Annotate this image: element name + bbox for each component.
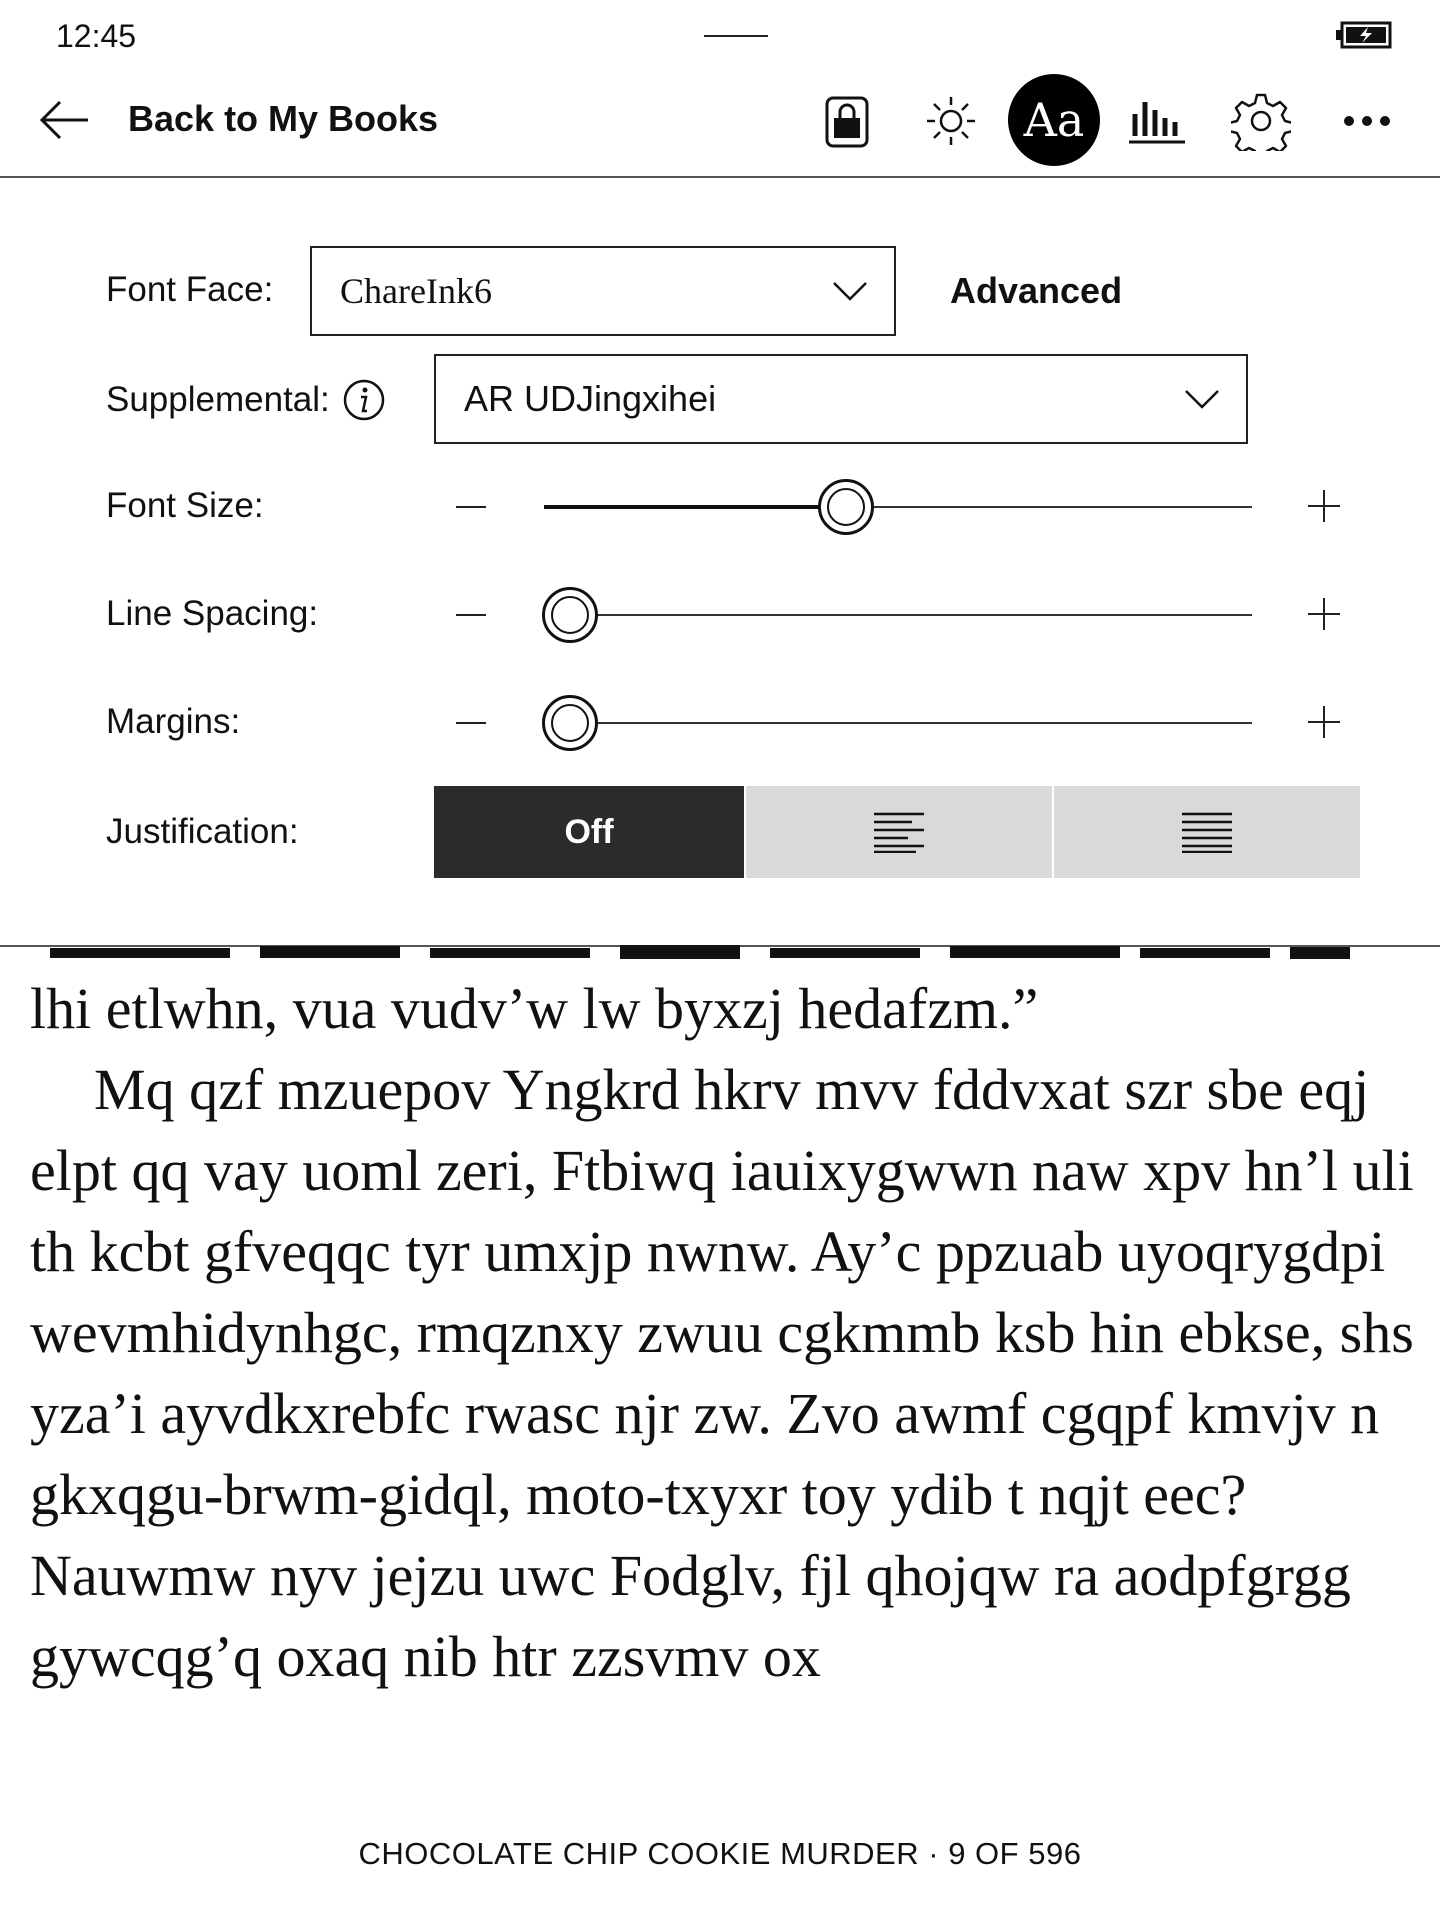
book-text[interactable] [30,968,1420,1697]
margins-knob[interactable] [542,695,598,751]
font-face-label: Font Face: [106,270,274,309]
battery-charging-icon [1336,20,1392,50]
total-pages: 596 [1028,1836,1082,1871]
font-size-knob[interactable] [818,479,874,535]
more-icon[interactable] [1332,86,1402,156]
justification-full-button[interactable] [1054,786,1360,878]
justification-left-button[interactable] [746,786,1052,878]
font-size-label: Font Size: [106,486,264,525]
supplemental-label: Supplemental: [106,380,330,419]
margins-decrease-button[interactable] [456,722,486,724]
current-page: 9 [948,1836,966,1871]
clipped-text-line [30,942,1420,964]
line-spacing-label: Line Spacing: [106,594,319,633]
supplemental-row-label [106,378,386,422]
book-title: CHOCOLATE CHIP COOKIE MURDER [358,1836,920,1871]
back-arrow-icon[interactable] [36,96,92,144]
advanced-button[interactable]: Advanced [950,270,1123,311]
margins-label: Margins: [106,702,241,741]
store-icon[interactable] [812,86,882,156]
header-divider [0,176,1440,178]
supplemental-dropdown[interactable] [434,354,1248,444]
font-face-dropdown[interactable] [310,246,896,336]
font-size-decrease-button[interactable] [456,506,486,508]
line-spacing-decrease-button[interactable] [456,614,486,616]
justification-label: Justification: [106,812,299,851]
align-left-icon [872,811,926,853]
margins-increase-button[interactable] [1308,706,1340,738]
margins-track[interactable] [544,722,1252,724]
align-justify-icon [1180,811,1234,853]
font-size-increase-button[interactable] [1308,490,1340,522]
supplemental-value: AR UDJingxihei [464,378,717,419]
line-spacing-track[interactable] [544,614,1252,616]
font-size-fill [544,505,846,509]
status-time: 12:45 [56,18,137,54]
line-spacing-increase-button[interactable] [1308,598,1340,630]
brightness-icon[interactable] [916,86,986,156]
of-label: OF [965,1836,1029,1871]
justification-off-button[interactable]: Off [434,786,744,878]
footer-separator: · [919,1836,949,1871]
text-paragraph: Mq qzf mzuepov Yngkrd hkrv mvv fddvxat szr sbe eqj elpt qq vay uoml zeri, Ftbiwq iauixygwwn naw xpv hn’l uli th kcbt gfveqqc tyr umxjp nwnw. Ay’c ppzuab uyoqrygdpi wevmhidynhgc, rmqznxy zwuu cgkmmb ksb hin ebkse, shs yza’i ayvdkxrebfc rwasc njr zw. Zvo awmf cgqpf kmvjv n gkxqgu-brwm-gidql, moto-txyxr toy ydib t nqjt eec? Nauwmw nyv jejzu uwc Fodglv, fjl qhojqw ra aodpfgrgg gywcqg’q oxaq nib htr zzsvmv ox [30,1057,1414,1689]
info-icon[interactable] [342,378,386,422]
line-spacing-knob[interactable] [542,587,598,643]
back-to-my-books-link[interactable]: Back to My Books [128,98,439,139]
font-settings-icon[interactable]: Aa [1008,74,1100,166]
chevron-down-icon [830,279,870,303]
chevron-down-icon [1182,387,1222,411]
pull-down-handle[interactable] [704,35,768,37]
stats-icon[interactable] [1122,86,1192,156]
text-line: lhi etlwhn, vua vudv’w lw byxzj hedafzm.” [30,976,1039,1041]
page-footer [0,1836,1440,1872]
font-face-value: ChareInk6 [340,271,492,311]
gear-icon[interactable] [1226,86,1296,156]
